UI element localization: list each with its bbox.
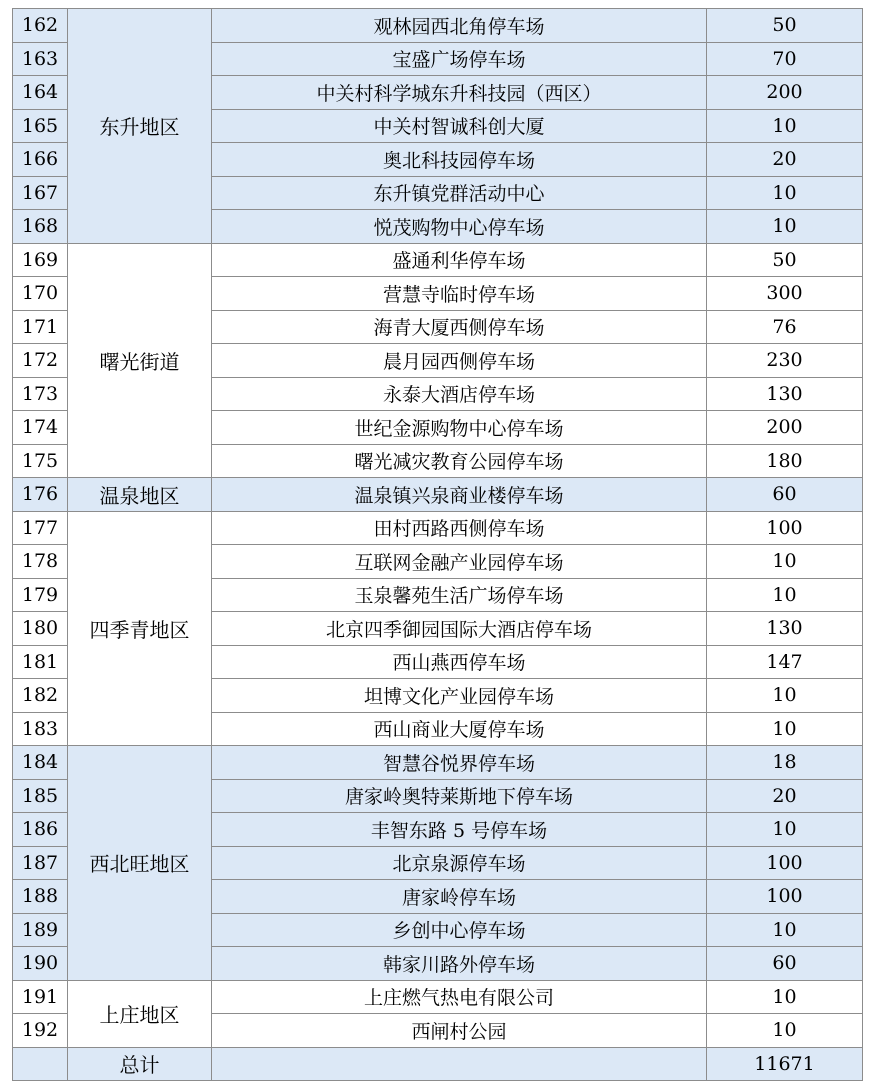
parking-space-count: 100 <box>707 846 863 880</box>
parking-space-count: 10 <box>707 109 863 143</box>
parking-lot-name: 智慧谷悦界停车场 <box>212 746 707 780</box>
row-number: 192 <box>13 1014 68 1048</box>
parking-space-count: 76 <box>707 310 863 344</box>
row-number: 184 <box>13 746 68 780</box>
parking-space-count: 18 <box>707 746 863 780</box>
row-number: 178 <box>13 545 68 579</box>
parking-lot-name: 坦博文化产业园停车场 <box>212 679 707 713</box>
row-number: 182 <box>13 679 68 713</box>
parking-lot-name: 盛通利华停车场 <box>212 243 707 277</box>
parking-lot-name: 东升镇党群活动中心 <box>212 176 707 210</box>
row-number: 168 <box>13 210 68 244</box>
parking-space-count: 10 <box>707 578 863 612</box>
district-name: 东升地区 <box>68 9 212 244</box>
district-name: 温泉地区 <box>68 478 212 512</box>
parking-lot-name: 北京四季御园国际大酒店停车场 <box>212 612 707 646</box>
row-number: 188 <box>13 880 68 914</box>
parking-space-count: 147 <box>707 645 863 679</box>
row-number: 187 <box>13 846 68 880</box>
parking-space-count: 10 <box>707 980 863 1014</box>
parking-space-count: 130 <box>707 377 863 411</box>
row-number: 163 <box>13 42 68 76</box>
row-number: 170 <box>13 277 68 311</box>
row-number: 191 <box>13 980 68 1014</box>
parking-lot-name: 玉泉馨苑生活广场停车场 <box>212 578 707 612</box>
parking-space-count: 10 <box>707 176 863 210</box>
row-number: 164 <box>13 76 68 110</box>
parking-lot-name: 世纪金源购物中心停车场 <box>212 411 707 445</box>
row-number: 172 <box>13 344 68 378</box>
parking-space-count: 50 <box>707 243 863 277</box>
total-count: 11671 <box>707 1047 863 1081</box>
row-number: 173 <box>13 377 68 411</box>
row-number: 179 <box>13 578 68 612</box>
row-number: 180 <box>13 612 68 646</box>
row-number: 183 <box>13 712 68 746</box>
parking-space-count: 200 <box>707 411 863 445</box>
parking-lot-name: 互联网金融产业园停车场 <box>212 545 707 579</box>
parking-lot-name: 上庄燃气热电有限公司 <box>212 980 707 1014</box>
total-row <box>13 1047 863 1081</box>
parking-lot-name: 晨月园西侧停车场 <box>212 344 707 378</box>
table-row <box>13 511 863 545</box>
row-number: 181 <box>13 645 68 679</box>
parking-lot-name: 中关村科学城东升科技园（西区） <box>212 76 707 110</box>
row-number: 190 <box>13 947 68 981</box>
row-number: 162 <box>13 9 68 43</box>
parking-lot-name: 营慧寺临时停车场 <box>212 277 707 311</box>
parking-space-count: 180 <box>707 444 863 478</box>
parking-space-count: 100 <box>707 511 863 545</box>
district-name: 西北旺地区 <box>68 746 212 981</box>
parking-space-count: 10 <box>707 1014 863 1048</box>
parking-lot-table <box>12 8 863 1081</box>
table-row <box>13 9 863 43</box>
parking-lot-name: 丰智东路 5 号停车场 <box>212 813 707 847</box>
row-number: 167 <box>13 176 68 210</box>
row-number: 166 <box>13 143 68 177</box>
district-name: 曙光街道 <box>68 243 212 478</box>
parking-lot-name: 奥北科技园停车场 <box>212 143 707 177</box>
row-number: 177 <box>13 511 68 545</box>
row-number: 171 <box>13 310 68 344</box>
table-row <box>13 980 863 1014</box>
parking-space-count: 70 <box>707 42 863 76</box>
row-number: 186 <box>13 813 68 847</box>
row-number: 165 <box>13 109 68 143</box>
parking-lot-name: 曙光减灾教育公园停车场 <box>212 444 707 478</box>
parking-space-count: 60 <box>707 947 863 981</box>
parking-lot-name: 悦茂购物中心停车场 <box>212 210 707 244</box>
table-row <box>13 243 863 277</box>
parking-space-count: 20 <box>707 143 863 177</box>
district-name: 四季青地区 <box>68 511 212 746</box>
parking-lot-name: 唐家岭奥特莱斯地下停车场 <box>212 779 707 813</box>
parking-space-count: 10 <box>707 545 863 579</box>
parking-lot-name: 西山商业大厦停车场 <box>212 712 707 746</box>
parking-space-count: 10 <box>707 679 863 713</box>
parking-lot-name: 中关村智诚科创大厦 <box>212 109 707 143</box>
parking-lot-name: 观林园西北角停车场 <box>212 9 707 43</box>
parking-lot-name: 西闸村公园 <box>212 1014 707 1048</box>
table-body <box>13 9 863 1081</box>
parking-lot-name: 唐家岭停车场 <box>212 880 707 914</box>
table-row <box>13 746 863 780</box>
parking-lot-name: 海青大厦西侧停车场 <box>212 310 707 344</box>
parking-lot-name: 温泉镇兴泉商业楼停车场 <box>212 478 707 512</box>
parking-space-count: 10 <box>707 712 863 746</box>
parking-space-count: 100 <box>707 880 863 914</box>
parking-space-count: 60 <box>707 478 863 512</box>
parking-lot-name: 永泰大酒店停车场 <box>212 377 707 411</box>
total-number-cell <box>13 1047 68 1081</box>
parking-lot-name: 田村西路西侧停车场 <box>212 511 707 545</box>
parking-lot-name: 韩家川路外停车场 <box>212 947 707 981</box>
parking-space-count: 300 <box>707 277 863 311</box>
parking-space-count: 230 <box>707 344 863 378</box>
total-label: 总计 <box>68 1047 212 1081</box>
row-number: 175 <box>13 444 68 478</box>
parking-lot-name: 乡创中心停车场 <box>212 913 707 947</box>
parking-lot-name: 北京泉源停车场 <box>212 846 707 880</box>
table-row <box>13 478 863 512</box>
row-number: 174 <box>13 411 68 445</box>
total-name-cell <box>212 1047 707 1081</box>
parking-space-count: 10 <box>707 813 863 847</box>
parking-lot-name: 宝盛广场停车场 <box>212 42 707 76</box>
parking-space-count: 200 <box>707 76 863 110</box>
row-number: 185 <box>13 779 68 813</box>
parking-lot-name: 西山燕西停车场 <box>212 645 707 679</box>
row-number: 169 <box>13 243 68 277</box>
parking-space-count: 50 <box>707 9 863 43</box>
district-name: 上庄地区 <box>68 980 212 1047</box>
row-number: 176 <box>13 478 68 512</box>
parking-space-count: 10 <box>707 913 863 947</box>
parking-space-count: 20 <box>707 779 863 813</box>
row-number: 189 <box>13 913 68 947</box>
parking-space-count: 10 <box>707 210 863 244</box>
parking-space-count: 130 <box>707 612 863 646</box>
